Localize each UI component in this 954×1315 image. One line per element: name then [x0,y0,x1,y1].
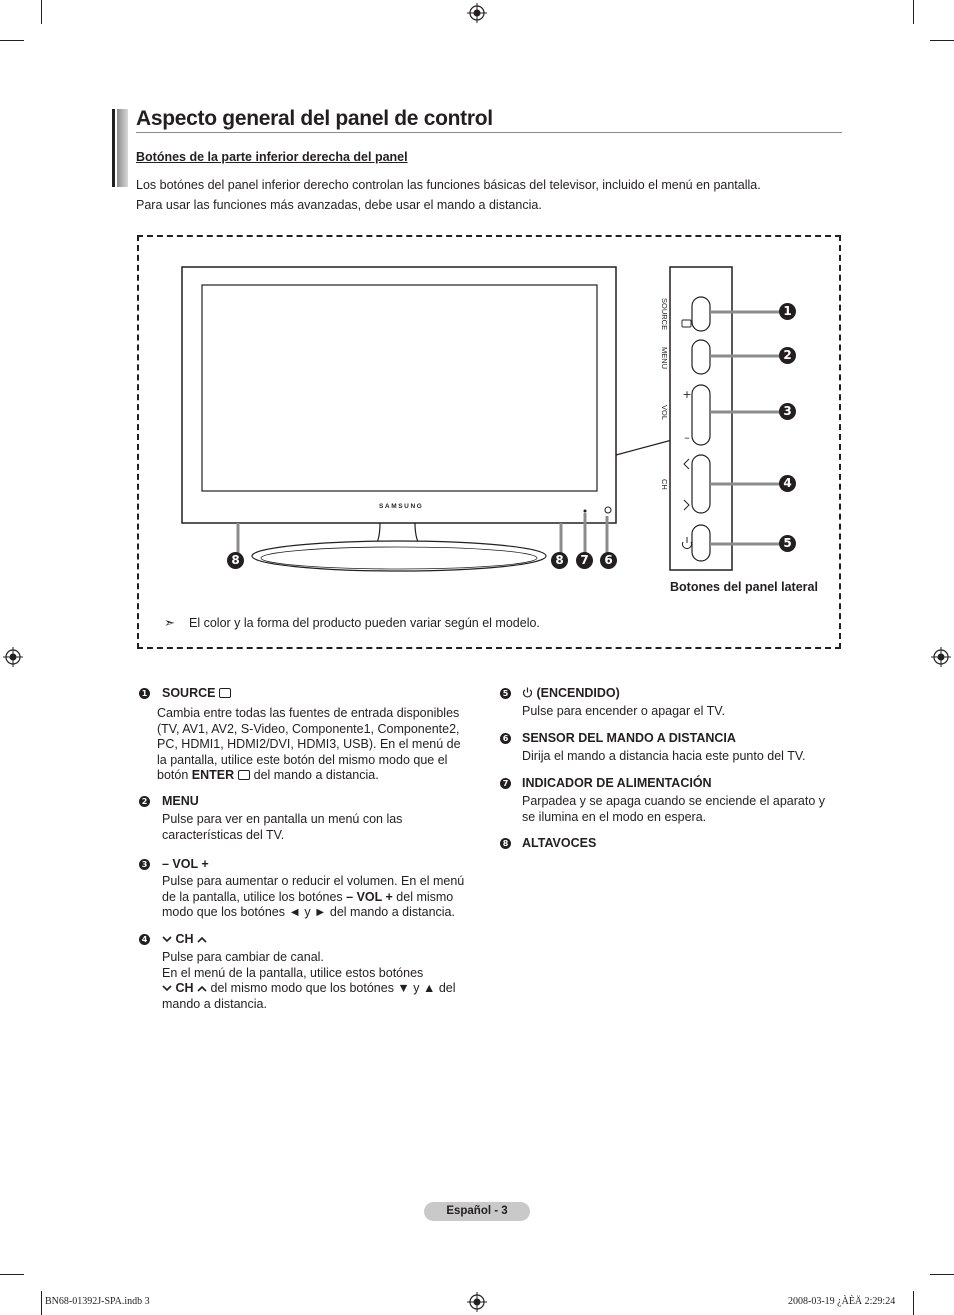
item-body-sensor: Dirija el mando a distancia hacia este punto del TV. [522,749,806,763]
item-title-power: (ENCENDIDO) [522,686,620,700]
item-number: 4 [139,934,150,945]
chevron-down-icon [162,985,172,992]
callout-6: 6 [600,552,617,569]
item-number: 8 [500,838,511,849]
callout-1: 1 [779,303,796,320]
callout-8: 8 [227,552,244,569]
section-subtitle: Botónes de la parte inferior derecha del panel [136,150,408,164]
item-number: 3 [139,859,150,870]
input-source-icon [219,688,231,698]
page-title: Aspecto general del panel de control [136,107,493,130]
side-panel-caption: Botones del panel lateral [670,580,818,594]
crop-mark [41,1291,42,1315]
crop-mark [41,0,42,24]
item-title-vol: – VOL + [162,857,209,871]
file-slug: BN68-01392J-SPA.indb 3 [45,1296,150,1307]
title-rule [136,132,842,133]
callout-2: 2 [779,347,796,364]
chevron-up-icon [197,985,207,992]
panel-label-menu: MENU [660,347,669,370]
item-body-menu: Pulse para ver en pantalla un menú con las características del TV. [162,812,403,842]
item-body-power: Pulse para encender o apagar el TV. [522,704,725,718]
item-number: 2 [139,796,150,807]
intro-line: Para usar las funciones más avanzadas, debe usar el mando a distancia. [136,198,542,212]
callout-8: 8 [551,552,568,569]
crop-mark [913,1291,914,1315]
item-body-indicator: Parpadea y se apaga cuando se enciende el aparato y se ilumina en el modo en espera. [522,794,826,824]
figure-note: El color y la forma del producto pueden variar según el modelo. [189,616,540,630]
callout-3: 3 [779,403,796,420]
panel-label-vol: VOL [660,405,669,421]
item-number: 6 [500,733,511,744]
page-number: Español - 3 [424,1202,530,1221]
item-body-source: Cambia entre todas las fuentes de entrada disponibles (TV, AV1, AV2, S-Video, Componente1, Componente2, PC, HDMI1, HDMI2/DVI, HDMI3, USB). En el menú de la pantalla, utilice este botón del mismo modo que el botón ENTER del mando a distancia. [157,706,461,782]
item-body-ch: Pulse para cambiar de canal. En el menú de la pantalla, utilice estos botónes CH del mismo modo que los botónes ▼ y ▲ del mando a distancia. [162,950,456,1011]
registration-mark-icon [3,647,23,667]
item-number: 7 [500,778,511,789]
chevron-up-icon [197,936,207,943]
section-marker-bar [112,109,128,187]
svg-text:–: – [684,431,690,444]
enter-icon [238,770,250,780]
item-title-sensor: SENSOR DEL MANDO A DISTANCIA [522,731,736,745]
panel-label-ch: CH [660,479,669,490]
item-number: 1 [139,688,150,699]
panel-label-source: SOURCE [660,298,669,331]
item-title-indicator: INDICADOR DE ALIMENTACIÓN [522,776,712,790]
registration-mark-icon [467,3,487,23]
item-title-ch: CH [162,932,207,946]
tv-illustration [140,240,840,590]
callout-4: 4 [779,475,796,492]
note-arrow-icon: ➣ [164,615,175,630]
chevron-down-icon [162,936,172,943]
crop-mark [930,40,954,41]
power-icon [522,687,533,698]
crop-mark [930,1274,954,1275]
svg-text:+: + [682,388,692,401]
item-title-menu: MENU [162,794,199,808]
callout-5: 5 [779,535,796,552]
item-number: 5 [500,688,511,699]
crop-mark [0,40,24,41]
item-body-vol: Pulse para aumentar o reducir el volumen. En el menú de la pantalla, utilice los botónes – VOL + del mismo modo que los botónes ◄ y ► del mando a distancia. [162,874,465,919]
intro-line: Los botónes del panel inferior derecho controlan las funciones básicas del televisor, incluido el menú en pantalla. [136,178,761,192]
callout-7: 7 [576,552,593,569]
crop-mark [0,1274,24,1275]
brand-logo: SAMSUNG [379,503,424,510]
timestamp-slug: 2008-03-19 ¿ÀÈÄ 2:29:24 [788,1296,896,1307]
crop-mark [913,0,914,24]
registration-mark-icon [931,647,951,667]
item-title-speakers: ALTAVOCES [522,836,597,850]
item-title-source: SOURCE [162,686,231,700]
registration-mark-icon [467,1292,487,1312]
